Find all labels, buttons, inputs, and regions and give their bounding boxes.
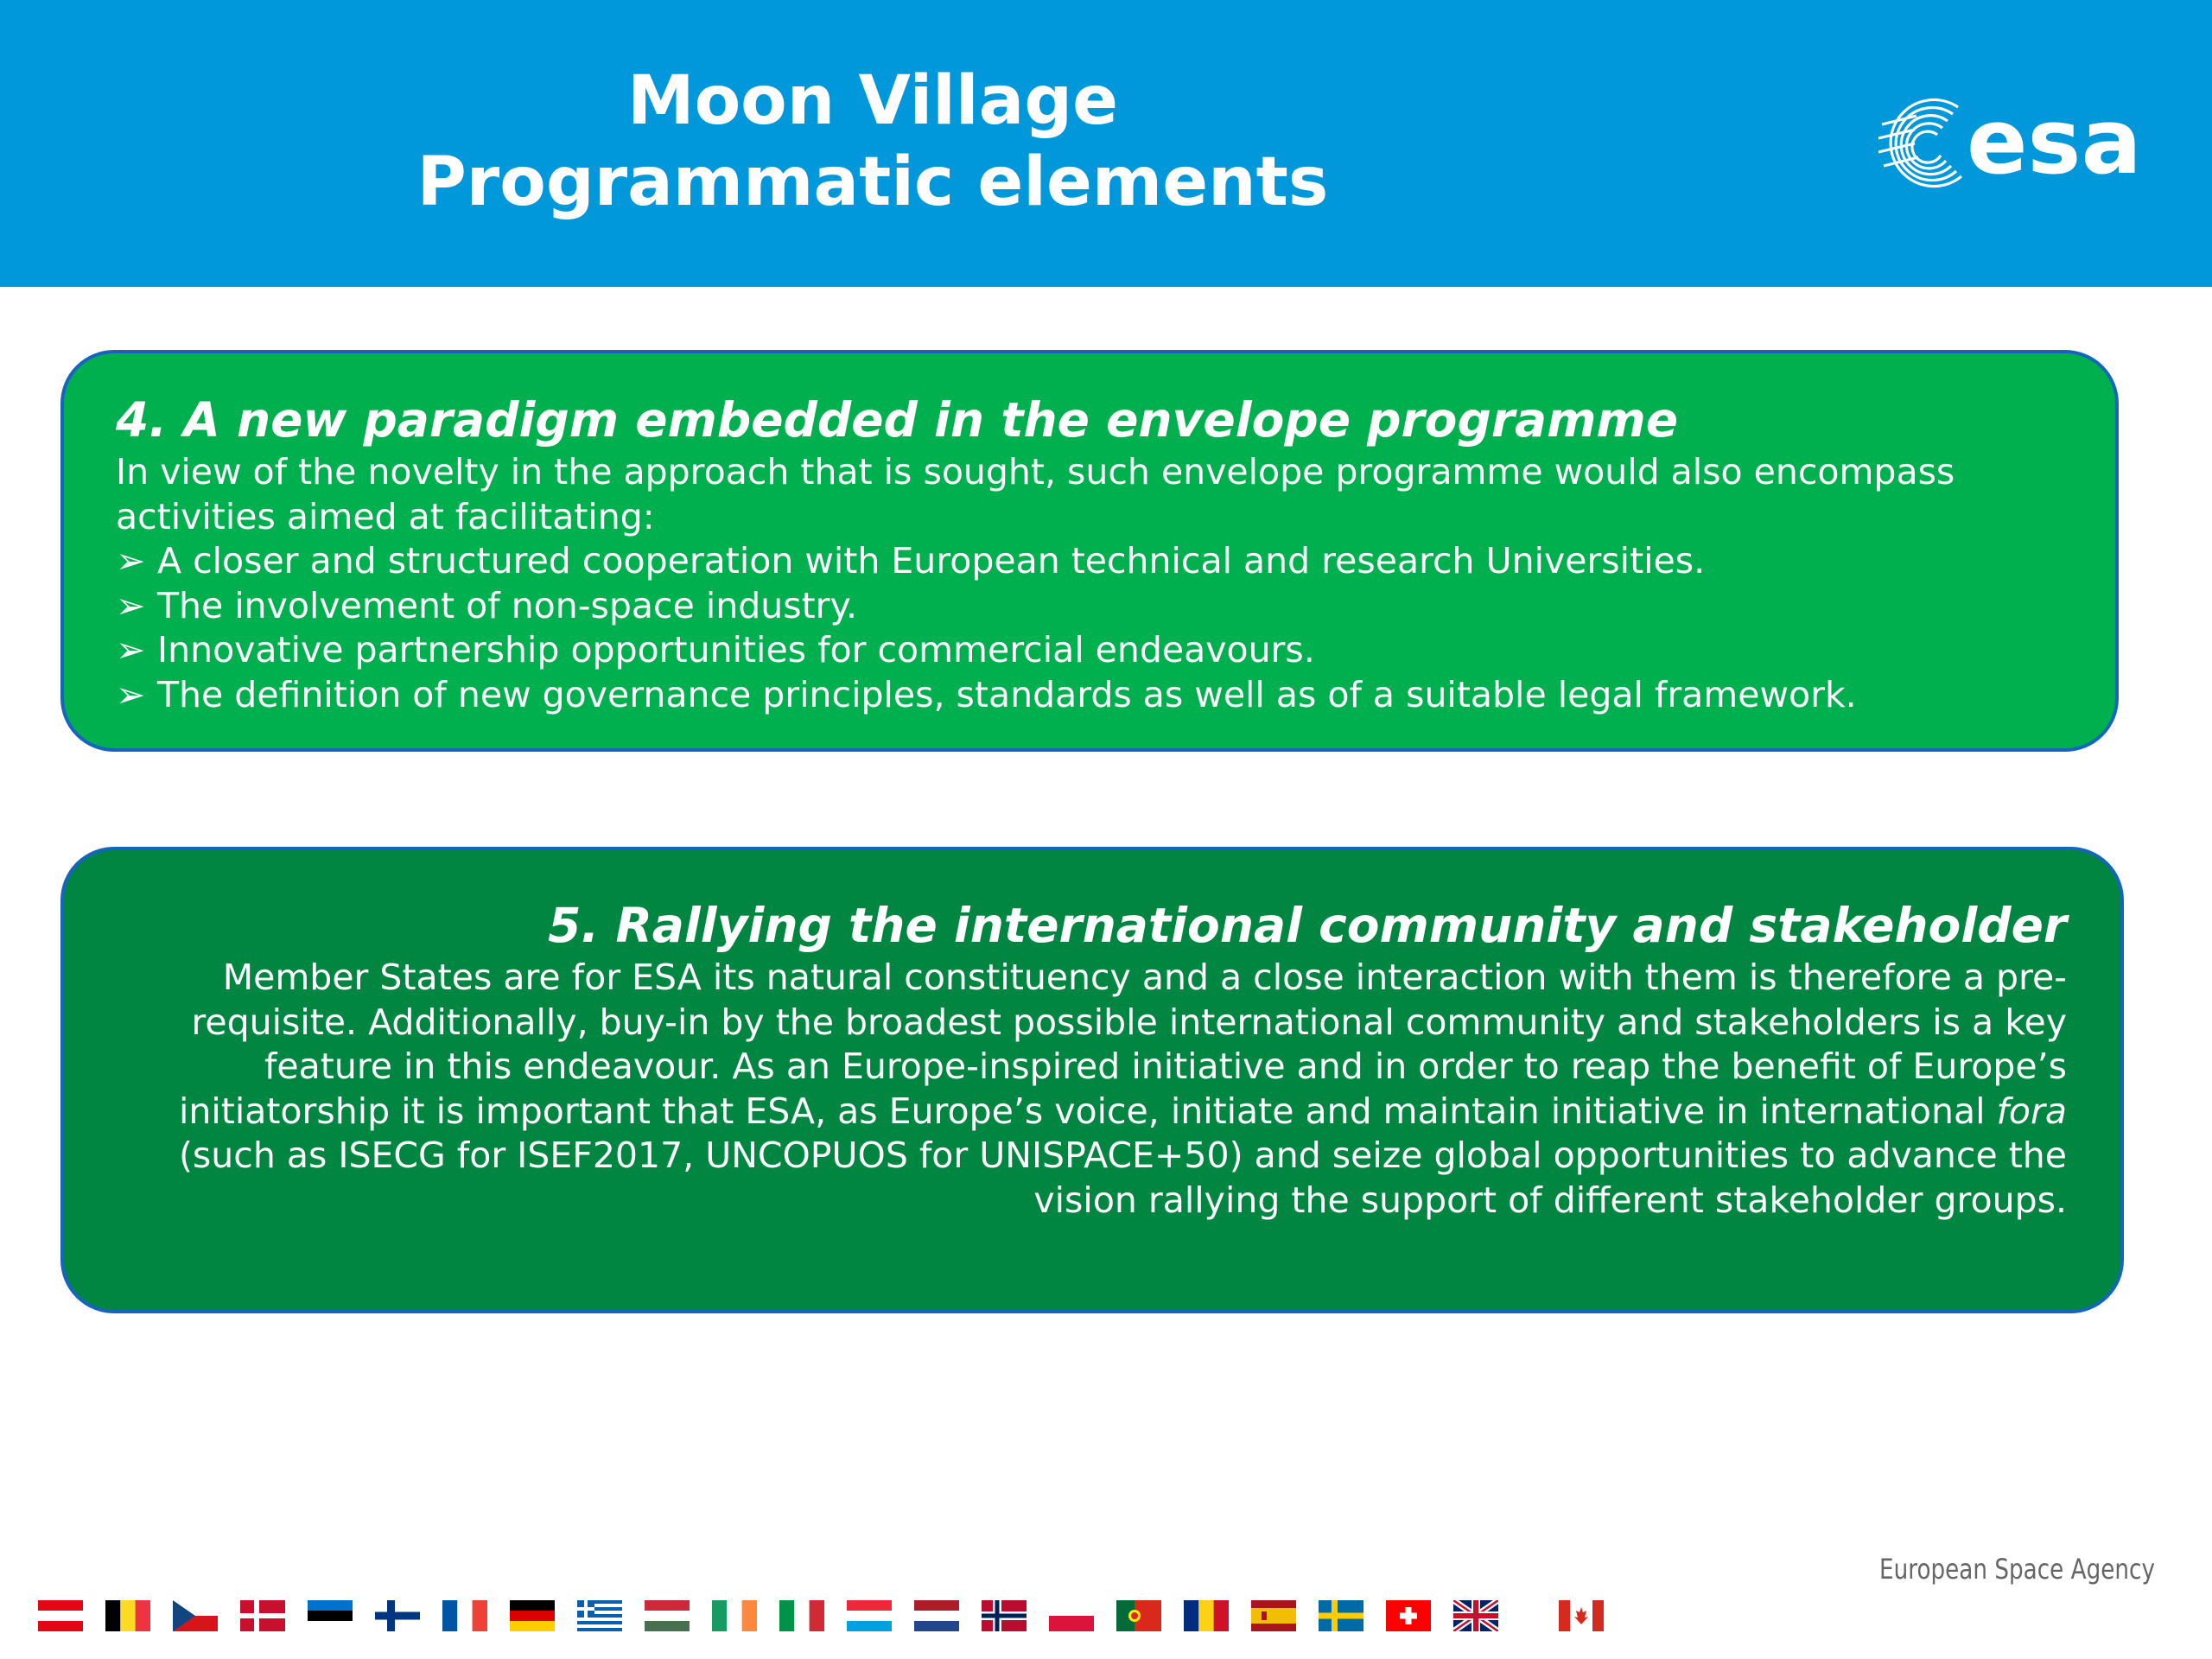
italy-flag-icon [779, 1600, 824, 1631]
panel-5-body-text: Member States are for ESA its natural constituency and a close interaction with them is therefore a pre-requisite. Additionally, buy-in by the broadest possible international community and stakeholders is a key feature in this endeavour. As an Europe-inspired initiative and in order to reap the benefit of Europe’s initiatorship it is important that ESA, as Europe’s voice, initiate and maintain initiative in international [178, 957, 2067, 1132]
arrowhead-bullet-icon: ➢ [116, 540, 146, 582]
agency-name: European Space Agency [1879, 1553, 2155, 1586]
bullet-text: The definition of new governance principles, standards as well as of a suitable legal framework. [157, 673, 1857, 715]
germany-flag-icon [510, 1600, 555, 1631]
panel-4-title: 4. A new paradigm embedded in the envelope programme [116, 392, 1678, 448]
panel-5-title: 5. Rallying the international community and stakeholder [548, 898, 2067, 953]
logo-text: esa [1967, 90, 2142, 194]
greece-flag-icon [577, 1600, 622, 1631]
denmark-flag-icon [240, 1600, 285, 1631]
bullet-text: The involvement of non-space industry. [157, 584, 857, 626]
estonia-flag-icon [308, 1600, 353, 1631]
hungary-flag-icon [645, 1600, 690, 1631]
austria-flag-icon [38, 1600, 83, 1631]
panel-4-intro: In view of the novelty in the approach that is sought, such envelope programme would also encompass activities aimed at facilitating: [116, 451, 1955, 537]
czech-republic-flag-icon [173, 1600, 218, 1631]
bullet-item [116, 539, 2063, 584]
panel-5-body [118, 956, 2067, 1223]
bullet-text: Innovative partnership opportunities for commercial endeavours. [157, 629, 1315, 671]
arrowhead-bullet-icon: ➢ [116, 584, 146, 626]
panel-5-body-fora: fora [1996, 1090, 2067, 1132]
romania-flag-icon [1184, 1600, 1229, 1631]
panel-rallying [60, 847, 2124, 1313]
arrowhead-bullet-icon: ➢ [116, 673, 146, 715]
panel-5-body-text-end: (such as ISECG for ISEF2017, UNCOPUOS for UNISPACE+50) and seize global opportunities to advance the vision rallying the support of different stakeholder groups. [178, 1135, 2067, 1221]
portugal-flag-icon [1116, 1600, 1161, 1631]
luxembourg-flag-icon [847, 1600, 892, 1631]
united-kingdom-flag-icon [1453, 1600, 1498, 1631]
esa-logo-icon [1865, 90, 2158, 197]
norway-flag-icon [982, 1600, 1027, 1631]
sweden-flag-icon [1319, 1600, 1363, 1631]
title-line-2: Programmatic elements [416, 143, 1329, 221]
poland-flag-icon [1049, 1600, 1094, 1631]
header-bar [0, 0, 2212, 287]
arrowhead-bullet-icon: ➢ [116, 629, 146, 671]
france-flag-icon [442, 1600, 487, 1631]
panel-new-paradigm [60, 350, 2119, 752]
spain-flag-icon [1251, 1600, 1296, 1631]
bullet-item [116, 628, 2063, 673]
finland-flag-icon [375, 1600, 420, 1631]
bullet-item [116, 584, 2063, 629]
bullet-text: A closer and structured cooperation with European technical and research Universities. [157, 540, 1706, 582]
bullet-item [116, 673, 2063, 718]
switzerland-flag-icon [1386, 1600, 1431, 1631]
belgium-flag-icon [105, 1600, 150, 1631]
panel-4-body [116, 450, 2063, 717]
netherlands-flag-icon [914, 1600, 959, 1631]
title-line-1: Moon Village [626, 62, 1119, 140]
page-title [0, 60, 1745, 223]
canada-flag-icon [1559, 1600, 1604, 1631]
ireland-flag-icon [712, 1600, 757, 1631]
